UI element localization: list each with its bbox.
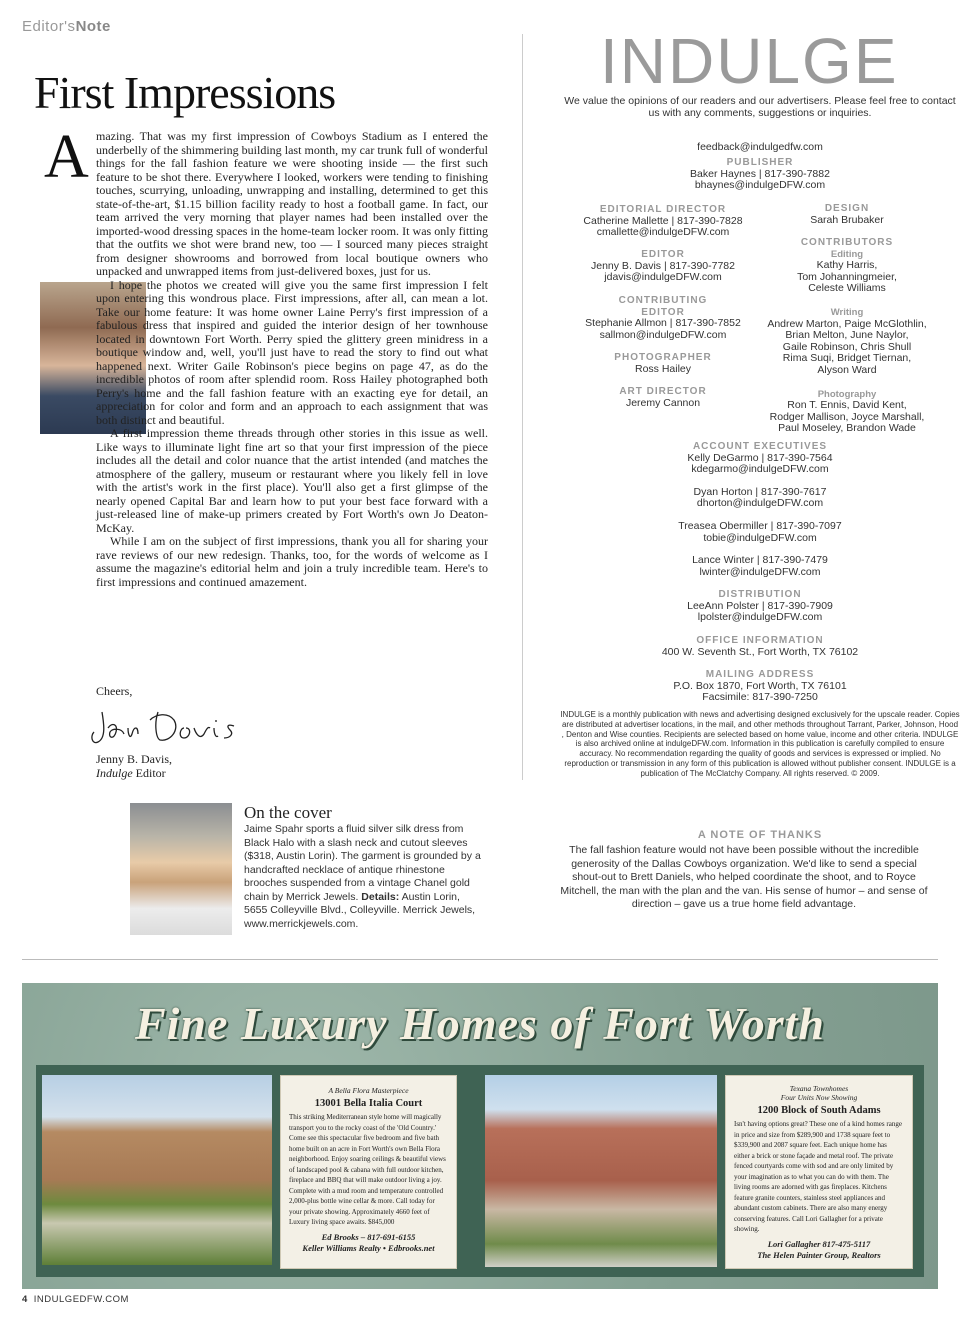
signer-title: Editor [132, 766, 166, 780]
signer-name: Jenny B. Davis, [96, 752, 172, 766]
masthead-email[interactable]: lpolster@indulgeDFW.com [697, 611, 823, 624]
masthead-heading: DISTRIBUTION [718, 589, 802, 600]
masthead-line: Jenny B. Davis | 817-390-7782 [591, 259, 735, 272]
signature-graphic [88, 698, 268, 750]
masthead-subheading: Writing [830, 306, 864, 318]
column-divider [522, 34, 523, 780]
masthead-line: Baker Haynes | 817-390-7882 [690, 167, 830, 180]
masthead-heading: EDITORIAL DIRECTOR [599, 204, 727, 215]
masthead-heading: ACCOUNT EXECUTIVES [692, 441, 828, 452]
masthead-line: Brian Melton, June Naylor, [785, 329, 909, 342]
cover-details-text: Austin Lorin, 5655 Colleyville Blvd., Colleyville. Merrick Jewels, www.merrickjewels.com. [244, 890, 476, 930]
masthead-heading: CONTRIBUTORS [800, 237, 894, 248]
page-number: 4 [22, 1294, 28, 1305]
masthead-email[interactable]: bhaynes@indulgeDFW.com [694, 179, 826, 192]
masthead-heading: CONTRIBUTING EDITOR [618, 295, 708, 318]
letter-paragraph-text: mazing. That was my first impression of Cowboys Stadium as I entered the underbelly of the shimmering building last month, my car trunk full of wonderful things for the fall fashion feature we were shooting inside — the first such feature to be shot there. Everywhere I looked, workers were tending to finishing touches, scurrying, unloading, unwrapping and installing, determined to get this state-of-the-art, $1.15 billion facility ready to host a football game. In fact, our team arrived the very morning that player names had been installed over the imported-wood dressing spaces in the home-team locker room. It was only fitting that the outfits we shot were brand new, too — I sourced many pieces straight from designer showrooms and borrowed from local boutique owners who unpacked and unwrapped items from just-delivered boxes, just for us. [96, 129, 488, 278]
masthead-line: Tom Johanningmeier, [797, 270, 897, 283]
masthead-heading: DESIGN [824, 203, 870, 214]
masthead-line: Dyan Horton | 817-390-7617 [693, 485, 827, 498]
masthead-line: Facsimile: 817-390-7250 [702, 691, 818, 704]
masthead-line: Kathy Harris, [816, 259, 878, 272]
listing-agency: The Helen Painter Group, Realtors [757, 1249, 881, 1260]
masthead-mailing [620, 669, 900, 704]
listing-kicker: A Bella Flora Masterpiece [328, 1086, 409, 1095]
drop-cap: A [44, 123, 89, 191]
footer-site-link[interactable]: INDULGEDFW.COM [33, 1294, 129, 1305]
masthead-line: Ross Hailey [634, 362, 692, 375]
masthead-photographer [563, 352, 763, 375]
masthead-heading: EDITOR [641, 249, 685, 260]
masthead-publisher [660, 157, 860, 192]
listing-address: 13001 Bella Italia Court [314, 1098, 423, 1109]
masthead-logo: INDULGE [600, 25, 899, 97]
masthead-line: Treasea Obermiller | 817-390-7097 [678, 519, 842, 532]
masthead-office [620, 635, 900, 658]
cover-description [244, 823, 486, 931]
real-estate-ad [22, 983, 938, 1289]
masthead-editor [563, 249, 763, 284]
section-prefix: Editor's [22, 18, 76, 35]
letter-paragraph: A first impression theme threads through other stories in this issue as well. Like ways to illuminate light fine art so that your first impression of the piece includes all the detail and color nuance that the artist intended (and matches the atmosphere of the gallery, museum or restaurant where you likely fell in love with the artist's work in the first place). You'll also get a first glimpse of the nearly opened Capital Bar and learn how to put your best face forward with a just-released line of make-up primers created by Fort Worth's own Jo Deaton-McKay. [96, 426, 488, 535]
letter-paragraph: I hope the photos we created will give you the same first impression I felt upon entering this wondrous place. First impressions, after all, can mean a lot. Take our home feature: It was home owner Laine Perry's first impression of a fabulous dress that inspired and guided the interior design of her townhouse located in downtown Fort Worth. Perry spied the glittery green minidress in a boutique window and, well, you'll just have to read the story to find out what happened next. Writer Gaile Robinson's piece begins on page 47, as do the incredible photos of room after splendid room. Ross Hailey photographed both Perry's home and the fall fashion feature with an exacting eye for detail, an appreciation for color and form and an approach to each assignment that was both distinct and beautiful. [96, 277, 488, 427]
listing-description: Isn't having options great? These one of a kind homes range in price and size from $289,900 and 1738 square feet to $339,900 and 2087 square feet. Each unique home has either a brick or stone façade and metal roof. The private fenced courtyards come with sod and are only limited by your imagination as to what you can do with them. The living rooms are adorned with gas fireplaces. Kitchens feature granite counters, stainless steel appliances and abundant custom cabinets. There are also many energy conserving features. Call Lori Gallagher for a private showing. [734, 1120, 902, 1233]
thanks-text: The fall fashion feature would not have been possible without the incredible generosity of the Dallas Cowboys organization. We'd like to send a special shout-out to Brett Daniels, who helped coordinate the shoot, and to Royce Mitchell, the man with the plan and the van. His sense of humor – and sense of direction – gave us a true home field advantage. [560, 844, 928, 910]
listing-agency: Keller Williams Realty • Edbrooks.net [302, 1242, 435, 1253]
listing-agent: Ed Brooks – 817-691-6155 [321, 1231, 416, 1242]
closing: Cheers, [96, 684, 133, 698]
masthead-heading: OFFICE INFORMATION [696, 635, 824, 646]
letter-paragraph: While I am on the subject of first impressions, thank you all for sharing your rave reviews of our new redesign. Thanks, too, for the words of welcome as I assume the magazine's editorial helm and join a truly incredible team. Here's to first impressions and continued amazement. [96, 534, 488, 589]
masthead-line: Rodger Mallison, Joyce Marshall, [769, 410, 925, 423]
cover-details-label: Details: [361, 890, 400, 903]
listing-photo-townhomes [485, 1075, 717, 1267]
masthead-line: LeeAnn Polster | 817-390-7909 [687, 599, 833, 612]
masthead-email[interactable]: dhorton@indulgeDFW.com [696, 497, 824, 510]
masthead-line: P.O. Box 1870, Fort Worth, TX 76101 [673, 679, 847, 692]
listing-agent: Lori Gallagher 817-475-5117 [767, 1238, 871, 1249]
editor-letter [44, 123, 488, 589]
masthead-account-executives [640, 441, 880, 578]
page-title: First Impressions [34, 67, 336, 118]
masthead-heading: ART DIRECTOR [619, 386, 707, 397]
masthead-line: Sarah Brubaker [810, 213, 884, 226]
masthead-line: Gaile Robinson, Chris Shull [782, 340, 912, 353]
masthead-line: Ron T. Ennis, David Kent, [787, 399, 907, 412]
masthead-intro: We value the opinions of our readers and our advertisers. Please feel free to contact us with any comments, suggestions or inquiries. [564, 95, 956, 119]
masthead-distribution [640, 589, 880, 624]
listing-address: 1200 Block of South Adams [757, 1105, 881, 1116]
masthead-line: Andrew Marton, Paige McGlothlin, [767, 317, 927, 330]
signer-publication: Indulge [96, 766, 133, 780]
masthead-email[interactable]: lwinter@indulgeDFW.com [699, 565, 821, 578]
masthead-subheading: Editing [830, 248, 864, 260]
masthead-email[interactable]: cmallette@indulgeDFW.com [596, 226, 730, 239]
masthead-line: Stephanie Allmon | 817-390-7852 [585, 317, 741, 330]
listing-card-2 [725, 1075, 913, 1269]
listing-kicker: Four Units Now Showing [780, 1093, 858, 1102]
masthead-heading: MAILING ADDRESS [705, 669, 815, 680]
masthead-art-director [563, 386, 763, 409]
masthead-line: Jeremy Cannon [625, 396, 701, 409]
masthead-editorial-director [563, 204, 763, 239]
cover-title: On the cover [244, 803, 332, 822]
signature [88, 698, 268, 755]
page-footer [22, 1294, 129, 1305]
section-rule [22, 959, 938, 960]
masthead-email[interactable]: kdegarmo@indulgeDFW.com [691, 463, 829, 476]
masthead-email[interactable]: tobie@indulgeDFW.com [703, 531, 817, 544]
signer [96, 752, 172, 780]
letter-paragraph [44, 123, 488, 279]
masthead-line: Alyson Ward [817, 363, 877, 376]
masthead-contributors [747, 237, 947, 435]
listing-photo-villa [42, 1075, 272, 1265]
masthead-heading: PUBLISHER [726, 157, 794, 168]
listing-kicker: Texana Townhomes [789, 1084, 849, 1093]
masthead-line: Rima Suqi, Bridget Tiernan, [782, 352, 912, 365]
masthead-line: 400 W. Seventh St., Fort Worth, TX 76102 [661, 645, 859, 658]
section-label [22, 18, 111, 35]
masthead-heading: PHOTOGRAPHER [614, 352, 712, 363]
cover-text: Jaime Spahr sports a fluid silver silk dress from Black Halo with a slash neck and cutout sleeves ($318, Austin Lorin). The garment is grounded by a handcrafted necklace of antique rhinestone brooches suspended from a vintage Chanel gold chain by Merrick Jewels. [244, 823, 481, 903]
thanks-title: A NOTE OF THANKS [697, 829, 823, 841]
masthead-subheading: Photography [817, 388, 877, 400]
feedback-email-link[interactable]: feedback@indulgedfw.com [697, 141, 823, 153]
masthead-line: Celeste Williams [808, 282, 886, 295]
masthead-email[interactable]: jdavis@indulgeDFW.com [604, 271, 722, 284]
listing-description: This striking Mediterranean style home will magically transport you to the rocky coast of the 'Old Country.' Come see this spectacular five bedroom and five bath home built on an acre in Fort Worth's own Bella Flora neighborhood. Enjoy soaring ceilings & beautiful views of landscaped pool & cabana with full outdoor kitchen, fireplace and BBQ that will make outdoor living a joy. Complete with a mud room and temperature controlled 2,000-plus bottle wine cellar & more. Call today for your private showing. Approximately 4660 feet of Luxury living space awaits. $845,000 [289, 1113, 446, 1226]
cover-photo [130, 803, 232, 935]
masthead-line: Kelly DeGarmo | 817-390-7564 [687, 451, 833, 464]
masthead-line: Catherine Mallette | 817-390-7828 [583, 214, 743, 227]
listing-card-1 [280, 1075, 457, 1269]
masthead-line: Lance Winter | 817-390-7479 [692, 554, 828, 567]
section-name: Note [75, 18, 111, 35]
masthead-disclaimer: INDULGE is a monthly publication with news and advertising designed exclusively for the upscale reader. Copies are distributed at advertiser locations, in the mail, and other methods throughout Tarrant, Parker, Johnson, Hood , Denton and Wise counties. Recipients are selected based on home value, income and other criteria. INDULGE is also archived online at indulgeDFW.com. Information in this publication is carefully compiled to ensure accuracy. No recommendation regarding the quality of goods and services is expressed or implied. No reproduction or transmission in any form of this publication is allowed without publisher consent. INDULGE is a publication of The McClatchy Company. All rights reserved. © 2009. [560, 710, 960, 778]
masthead-contributing-editor [563, 295, 763, 341]
masthead-email[interactable]: sallmon@indulgeDFW.com [599, 328, 727, 341]
masthead-line: Paul Moseley, Brandon Wade [778, 422, 916, 435]
masthead-design [757, 203, 937, 226]
ad-title: Fine Luxury Homes of Fort Worth [134, 998, 826, 1049]
